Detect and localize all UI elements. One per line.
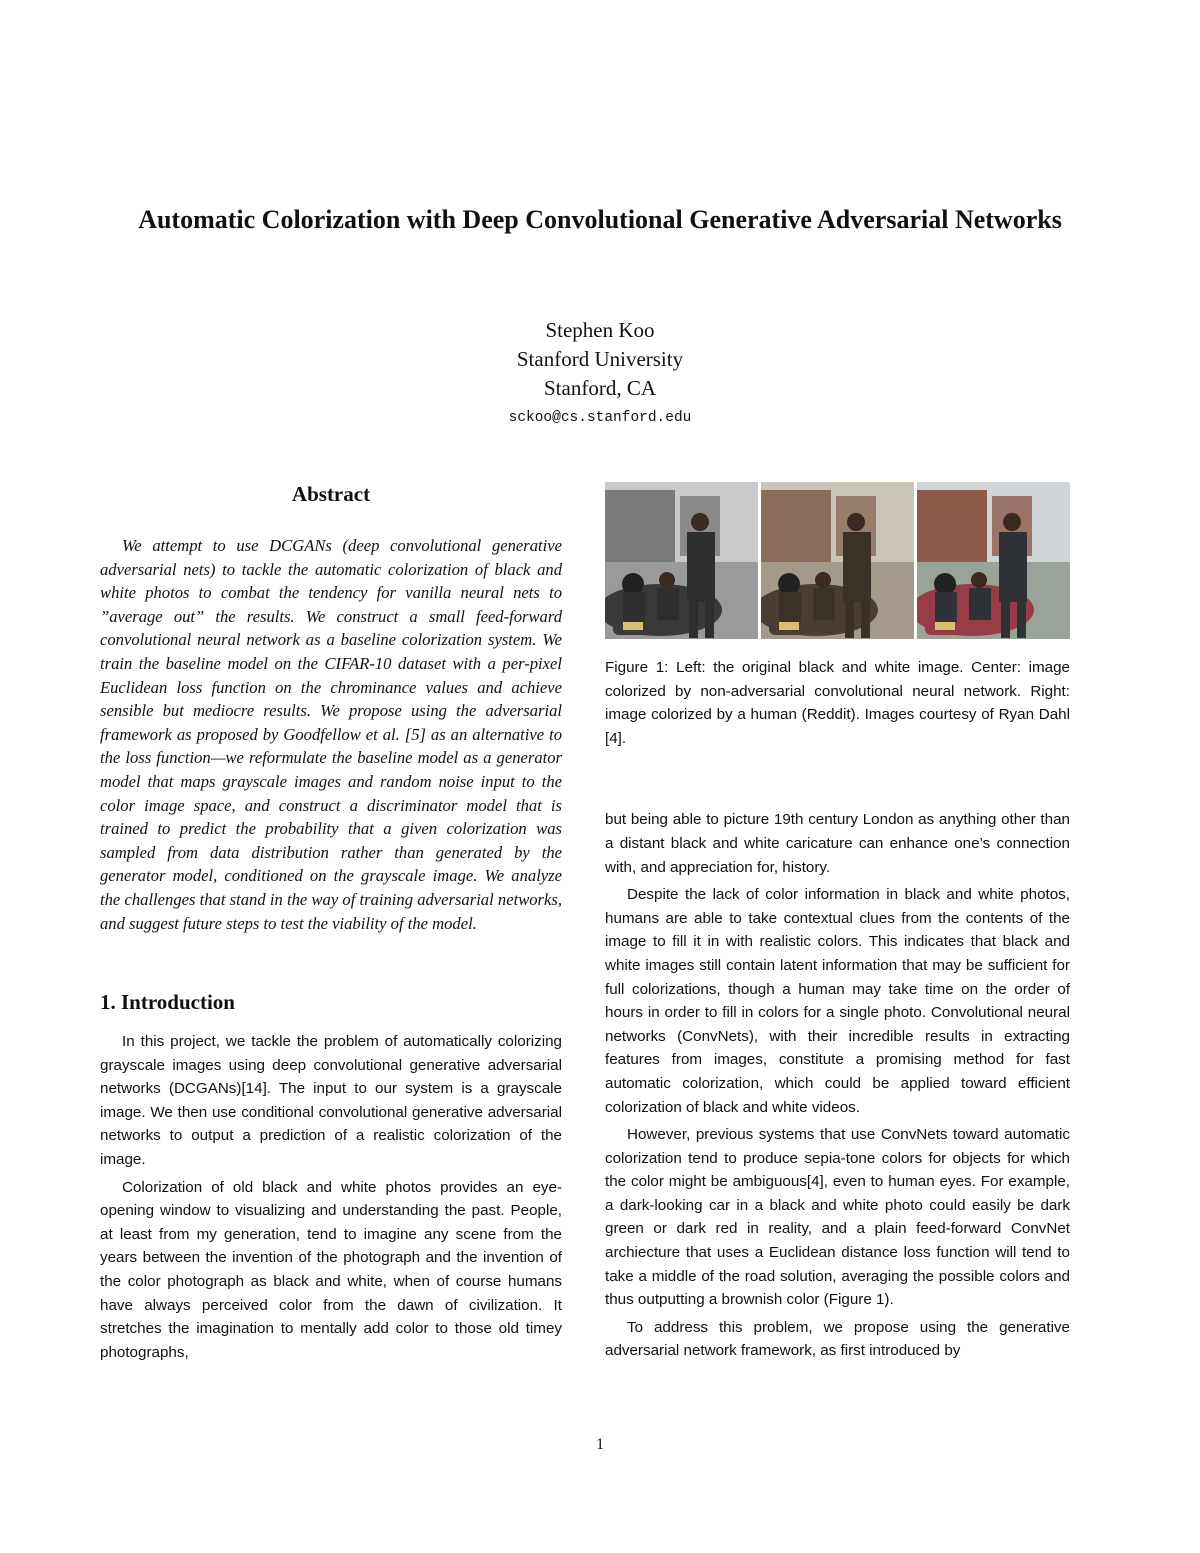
paper-title: Automatic Colorization with Deep Convolutional Generative Adversarial Networks (138, 205, 1062, 234)
author-block (300, 316, 900, 431)
photo-illustration (917, 482, 1070, 639)
figure-panel-network (761, 482, 914, 639)
figure-1 (605, 482, 1070, 639)
figure-panel-original (605, 482, 758, 639)
abstract-text: We attempt to use DCGANs (deep convolutional generative adversarial nets) to tackle the automatic colorization of black and white photos to combat the tendency for vanilla neural nets to ”average out” the results. We construct a small feed-forward convolutional neural network as a baseline colorization system. We train the baseline model on the CIFAR-10 dataset with a per-pixel Euclidean loss function on the chrominance values and achieve sensible but mediocre results. We propose using the adversarial framework as proposed by Goodfellow et al. [5] as an alternative to the loss function—we reformulate the baseline model as a generator model that maps grayscale images and random noise input to the color image space, and construct a discriminator model that is trained to predict the probability that a given colorization was sampled from data distribution rather than generated by the generator model, conditioned on the grayscale image. We analyze the challenges that stand in the way of training adversarial networks, and suggest future steps to test the viability of the model. (100, 536, 562, 933)
body-paragraph: Despite the lack of color information in black and white photos, humans are able to take contextual clues from the contents of the image to fill it in with realistic colors. This indicates that black and white images still contain latent information that may be sufficient for full colorizations, though a human may take time on the order of hours in order to fill in colors for a single photo. Convolutional neural networks (ConvNets), with their incredible results in extracting features from images, constitute a promising method for fast automatic colorization, which could be applied toward efficient colorization of black and white videos. (605, 886, 1070, 1116)
author-affiliation: Stanford University (516, 347, 684, 371)
page-number: 1 (596, 1436, 604, 1453)
section-heading-introduction: 1. Introduction (100, 990, 235, 1015)
intro-paragraph: In this project, we tackle the problem of automatically colorizing grayscale images using deep convolutional generative adversarial networks (DCGANs)[14]. The input to our system is a grayscale image. We then use conditional convolutional generative adversarial networks to output a prediction of a realistic colorization of the image. (100, 1033, 562, 1169)
figure-1-caption: Figure 1: Left: the original black and white image. Center: image colorized by non-adversarial convolutional neural network. Right: image colorized by a human (Reddit). Images courtesy of Ryan Dahl [4]. (605, 659, 1070, 747)
author-location: Stanford, CA (544, 376, 656, 400)
author-name: Stephen Koo (545, 318, 655, 342)
body-paragraph: but being able to picture 19th century London as anything other than a distant black and white caricature can enhance one’s connection with, and appreciation for, history. (605, 811, 1070, 876)
intro-paragraph: Colorization of old black and white photos provides an eye-opening window to visualizing and understanding the past. People, at least from my generation, tend to imagine any scene from the years between the invention of the photograph and the invention of the color photograph as black and white, when of course humans have always perceived color from the dawn of civilization. It stretches the imagination to mentally add color to those old timey photographs, (100, 1178, 562, 1361)
photo-illustration (761, 482, 914, 639)
right-column (605, 480, 1070, 1367)
abstract-heading: Abstract (291, 482, 371, 506)
right-column-body (605, 808, 1070, 1363)
figure-panel-human (917, 482, 1070, 639)
author-email: sckoo@cs.stanford.edu (508, 410, 692, 426)
left-column (100, 480, 562, 1368)
body-paragraph: However, previous systems that use ConvNets toward automatic colorization tend to produce sepia-tone colors for objects for which the color might be ambiguous[4], even to human eyes. For example, a dark-looking car in a black and white photo could easily be dark green or dark red in reality, and a plain feed-forward ConvNet archiecture that uses a Euclidean distance loss function will tend to take a middle of the road solution, averaging the possible colors and thus outputting a brownish color (Figure 1). (605, 1126, 1070, 1309)
photo-illustration (605, 482, 758, 639)
body-paragraph: To address this problem, we propose using the generative adversarial network framework, as first introduced by (605, 1318, 1070, 1360)
